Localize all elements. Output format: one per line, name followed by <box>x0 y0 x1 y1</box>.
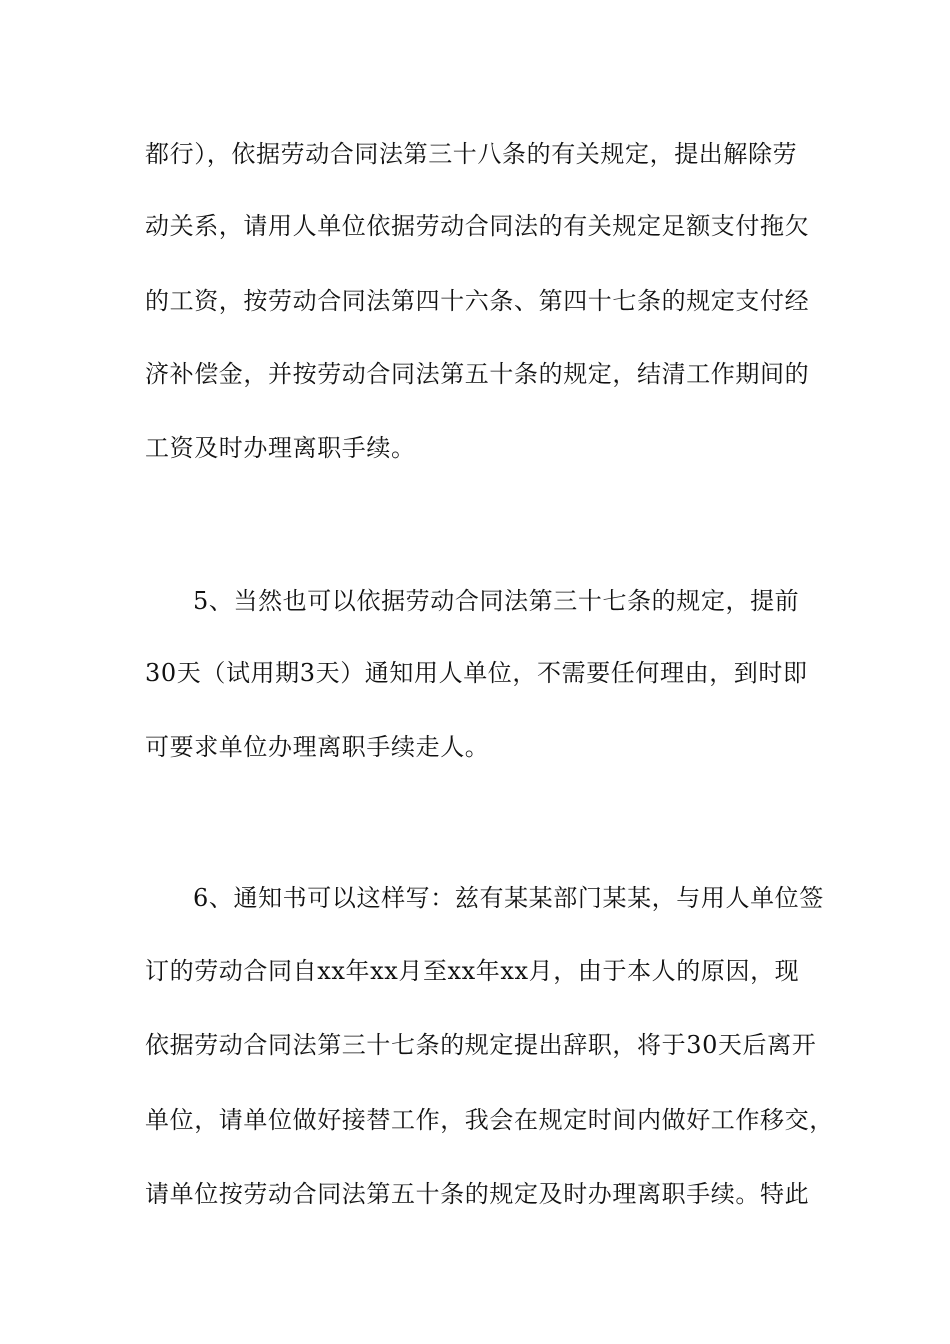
paragraph-5-line-1: 5、当然也可以依据劳动合同法第三十七条的规定，提前 <box>193 587 800 615</box>
paragraph-continued-line-4: 济补偿金，并按劳动合同法第五十条的规定，结清工作期间的 <box>145 360 810 388</box>
paragraph-6-line-3: 依据劳动合同法第三十七条的规定提出辞职，将于30天后离开 <box>145 1031 817 1059</box>
paragraph-6-line-4: 单位，请单位做好接替工作，我会在规定时间内做好工作移交， <box>145 1106 834 1134</box>
paragraph-continued-line-1: 都行），依据劳动合同法第三十八条的有关规定，提出解除劳 <box>145 140 798 168</box>
paragraph-6-line-5: 请单位按劳动合同法第五十条的规定及时办理离职手续。特此 <box>145 1180 810 1208</box>
paragraph-6-line-2: 订的劳动合同自xx年xx月至xx年xx月，由于本人的原因，现 <box>145 957 800 985</box>
paragraph-5-line-3: 可要求单位办理离职手续走人。 <box>145 733 490 761</box>
paragraph-continued-line-5: 工资及时办理离职手续。 <box>145 434 416 462</box>
paragraph-6-line-1: 6、通知书可以这样写：兹有某某部门某某，与用人单位签 <box>193 884 824 912</box>
paragraph-continued-line-3: 的工资，按劳动合同法第四十六条、第四十七条的规定支付经 <box>145 287 810 315</box>
paragraph-5-line-2: 30天（试用期3天）通知用人单位，不需要任何理由，到时即 <box>145 659 808 687</box>
paragraph-continued-line-2: 动关系，请用人单位依据劳动合同法的有关规定足额支付拖欠 <box>145 212 810 240</box>
